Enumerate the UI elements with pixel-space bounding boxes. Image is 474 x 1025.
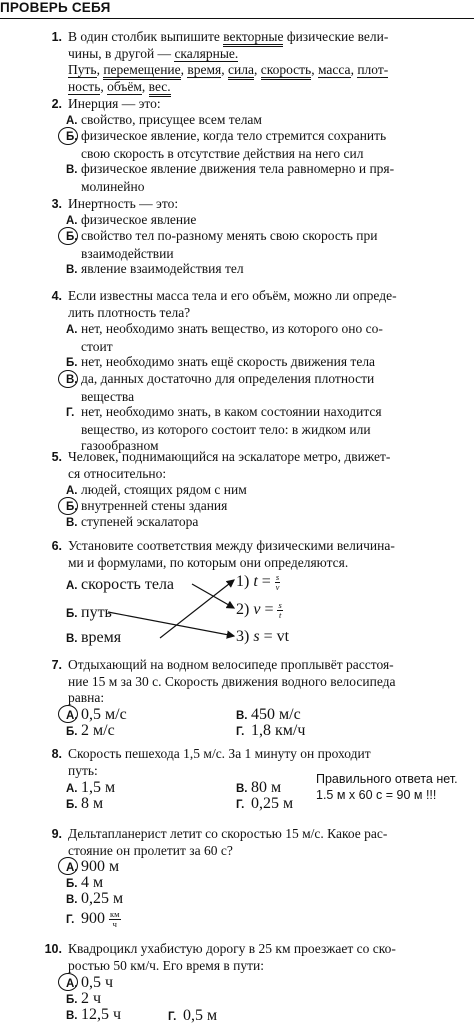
- option-d: Г. 0,5 м: [168, 1007, 218, 1024]
- match-left-b: Б. путь: [66, 604, 112, 621]
- option-c: В. 450 м/с: [236, 706, 301, 723]
- option-b: Б. 2 м/с: [66, 722, 115, 739]
- arrow-b-to-3: [108, 612, 234, 636]
- option-c: В. ступеней эскалатора: [66, 514, 199, 529]
- worksheet-page: ПРОВЕРЬ СЕБЯ 1. В один столбик выпишите векторные физические вели- чины, в другой — скалярные. Путь, перемещение, время, сила, скорость, масса, плот- ность, объём, вес. 2. Инерция — это: А. свойство, присущее всем телам Б. физическое явление, когда тело стремится сохранить свою скорость в отсутствие действия на него сил В. физическое явление движения тела равномерно и пря- молинейно 3. Инертность — это: А. физическое явление Б. свойство тел по-разному менять свою скорость при взаимодействии В. явление взаимодействия тел 4. Если известны масса тела и его объём, можно ли опреде- лить плотность тела? А. нет, необходимо знать вещество, из которого оно со- стоит Б. нет, необходимо знать ещё скорость движения тела В. да, данных достаточно для определения плотности вещества Г. нет, необходимо знать, в каком состоянии находится вещество, из которого состоит тело: в жидком или газообразном 5. Человек, поднимающийся на эскалаторе метро, движет- ся относительно: А. людей, стоящих рядом с ним Б. внутренней стены здания В. ступеней эскалатора 6. Установите соответствия между физическими величина- ми и формулами, по которым они определяются. А. скорость тела Б. путь В. время 1) t = $\frac{s}{v}$ 2) v = $\frac{s}{t}$ 3) s = vt 7. Отдыхающий на водном велосипеде проплывёт расстоя- ние 15 м за 30 с. Скорость движения водного велосипеда равна: А. 0,5 м/с Б. 2 м/с В. 450 м/с Г. 1,8 км/ч 8. Скорость пешехода 1,5 м/с. За 1 минуту он проходит путь: А. 1,5 м Б. 8 м В. 80 м Г. 0,25 м Правильного ответа нет. 1.5 м х 60 с = 90 м !!! 9. Дельтапланерист летит со скоростью 15 м/с. Какое рас- стояние он пролетит за 60 с? А. 900 м Б. 4 м В. 0,25 м Г. 900 $\frac{км}{ч}$ 10. Квадроцикл ухабистую дорогу в 25 км проезжает со ско- ростью 50 км/ч. Его время в пути: А. 0,5 ч Б. 2 ч В. 12,5 ч Г. 0,5 м: [0, 0, 474, 1025]
- option-a: А. 1,5 м: [66, 779, 116, 796]
- option-b: Б. физическое явление, когда тело стремится сохранить свою скорость в отсутствие действия на него сил: [66, 128, 387, 161]
- underlined-vector: векторные: [223, 29, 283, 47]
- option-a: А. 900 м: [66, 858, 120, 875]
- option-b: Б. 2 ч: [66, 990, 102, 1007]
- formula-1: 1) t = $\frac{s}{v}$: [236, 572, 280, 592]
- option-d: Г. 0,25 м: [236, 795, 294, 812]
- question-number: 1.: [51, 30, 62, 44]
- option-a: А. людей, стоящих рядом с ним: [66, 482, 247, 497]
- match-left-c: В. время: [66, 629, 122, 646]
- option-c: В. 0,25 м: [66, 890, 124, 907]
- option-d: Г. нет, необходимо знать, в каком состоянии находится вещество, из которого состоит тело: в жидком или газообразном: [66, 404, 382, 453]
- option-a: А. 0,5 ч: [66, 974, 114, 991]
- match-left-a: А. скорость тела: [66, 576, 175, 593]
- option-b: Б. 4 м: [66, 874, 104, 891]
- matching-arrows: [60, 570, 240, 645]
- option-c: В. да, данных достаточно для определения плотности вещества: [66, 371, 375, 404]
- option-a: А. 0,5 м/с: [66, 706, 127, 723]
- option-c: В. 12,5 ч: [66, 1006, 122, 1023]
- answer-note: Правильного ответа нет. 1.5 м х 60 с = 90 м !!!: [316, 772, 458, 802]
- underlined-scalar: скалярные.: [174, 45, 239, 61]
- option-a: А. физическое явление: [66, 212, 197, 227]
- formula-3: 3) s = vt: [236, 628, 290, 645]
- option-b: Б. 8 м: [66, 795, 104, 812]
- quantities-list: Путь, перемещение, время, сила, скорость, масса, плот-: [68, 62, 468, 79]
- option-a: А. свойство, присущее всем телам: [66, 112, 262, 127]
- option-c: В. явление взаимодействия тел: [66, 261, 244, 276]
- option-c: В. физическое явление движения тела равномерно и пря- молинейно: [66, 161, 395, 194]
- option-d: Г. 1,8 км/ч: [236, 722, 306, 739]
- option-b: Б. нет, необходимо знать ещё скорость движения тела: [66, 354, 376, 369]
- option-d: Г. 900 $\frac{км}{ч}$: [66, 909, 120, 929]
- option-c: В. 80 м: [236, 779, 282, 796]
- option-b: Б. свойство тел по-разному менять свою скорость при взаимодействии: [66, 228, 378, 261]
- option-a: А. нет, необходимо знать вещество, из которого оно со- стоит: [66, 321, 383, 354]
- page-title: ПРОВЕРЬ СЕБЯ: [0, 0, 111, 15]
- header-divider: [0, 18, 474, 19]
- option-b: Б. внутренней стены здания: [66, 498, 228, 513]
- formula-2: 2) v = $\frac{s}{t}$: [236, 600, 282, 620]
